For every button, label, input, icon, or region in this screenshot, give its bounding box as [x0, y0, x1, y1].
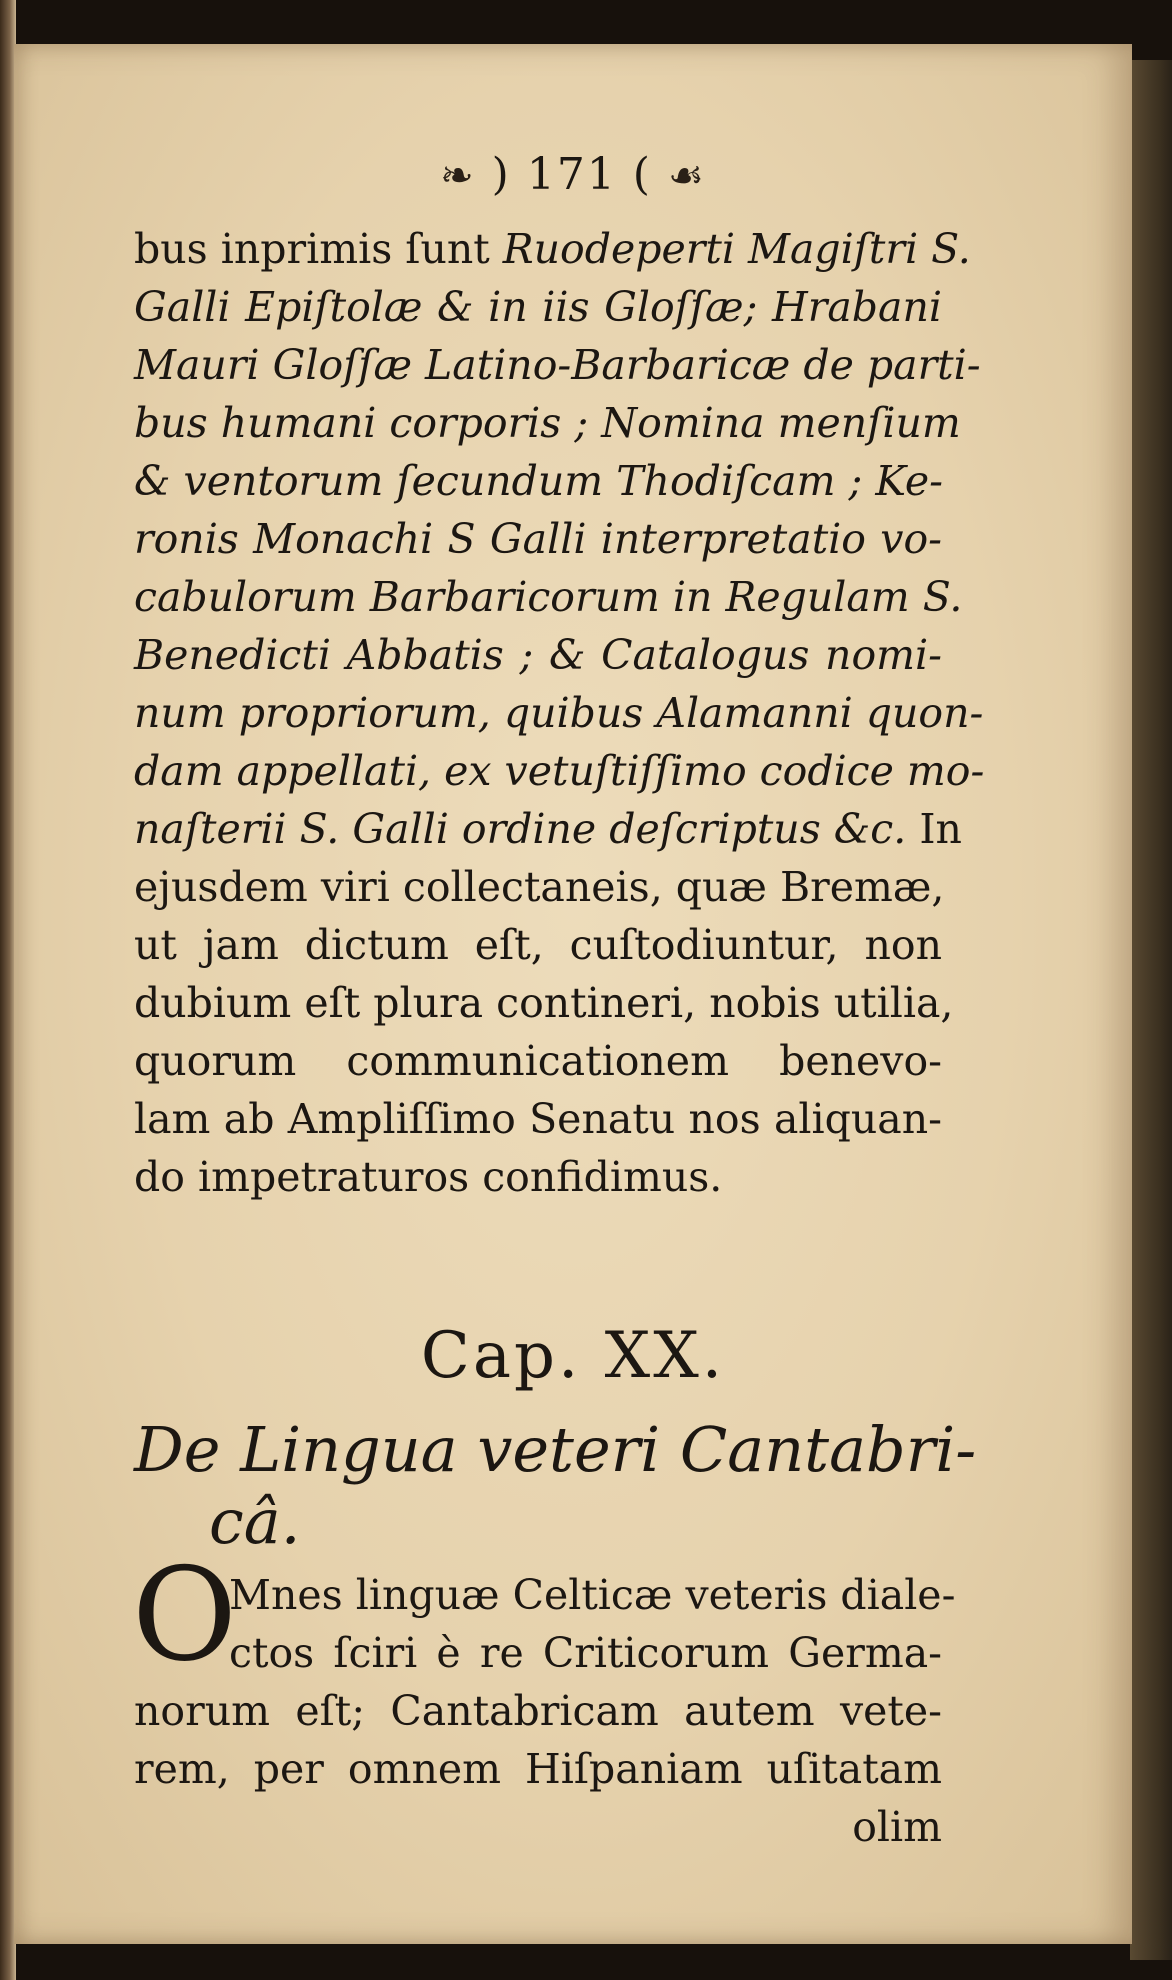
text-line: ejusdem viri collectaneis, quæ Bremæ,: [134, 863, 945, 911]
text-line: Galli Epiſtolæ & in iis Gloſſæ; Hrabani: [134, 283, 942, 331]
text-line: cabulorum Barbaricorum in Regulam S.: [134, 573, 963, 621]
page-edge-right: [1130, 60, 1172, 1960]
text-line: Mnes linguæ Celticæ veteris diale-: [229, 1571, 956, 1619]
page-number: ) 171 (: [491, 149, 652, 200]
running-head: [14, 149, 1132, 200]
text-line: rem, per omnem Hiſpaniam uſitatam: [134, 1745, 942, 1793]
catchword: olim: [852, 1803, 942, 1851]
ornament-left-icon: ❧: [440, 153, 476, 199]
text-line: dubium eſt plura contineri, nobis utilia,: [134, 979, 954, 1027]
text-line: & ventorum ſecundum Thodiſcam ; Ke-: [134, 457, 943, 505]
text-line: num propriorum, quibus Alamanni quon-: [134, 689, 984, 737]
text-line: ronis Monachi S Galli interpretatio vo-: [134, 515, 942, 563]
text-line: ut jam dictum eſt, cuſtodiuntur, non: [134, 921, 942, 969]
chapter-heading: Cap. XX.: [420, 1319, 726, 1393]
text-line: Benedicti Abbatis ; & Catalogus nomi-: [134, 631, 942, 679]
book-page: [14, 44, 1132, 1944]
text-line: bus humani corporis ; Nomina menſium: [134, 399, 961, 447]
chapter-title: De Lingua veteri Cantabri-: [134, 1413, 977, 1486]
text-line: ctos ſciri è re Criticorum Germa-: [229, 1629, 942, 1677]
drop-cap: O: [132, 1541, 237, 1690]
text-line: Mauri Gloſſæ Latino-Barbaricæ de parti-: [134, 341, 981, 389]
text-line: norum eſt; Cantabricam autem vete-: [134, 1687, 942, 1735]
chapter-title-continuation: câ.: [209, 1485, 301, 1558]
text-line: lam ab Ampliſſimo Senatu nos aliquan-: [134, 1095, 942, 1143]
text-line: do impetraturos confidimus.: [134, 1153, 723, 1201]
text-line: bus inprimis ſunt Ruodeperti Magiſtri S.: [134, 225, 971, 273]
text-line: dam appellati, ex vetuſtiſſimo codice mo-: [134, 747, 985, 795]
text-line: quorum communicationem benevo-: [134, 1037, 942, 1085]
text-line: naſterii S. Galli ordine deſcriptus &c. In: [134, 805, 962, 853]
ornament-right-icon: ☙: [667, 153, 706, 199]
